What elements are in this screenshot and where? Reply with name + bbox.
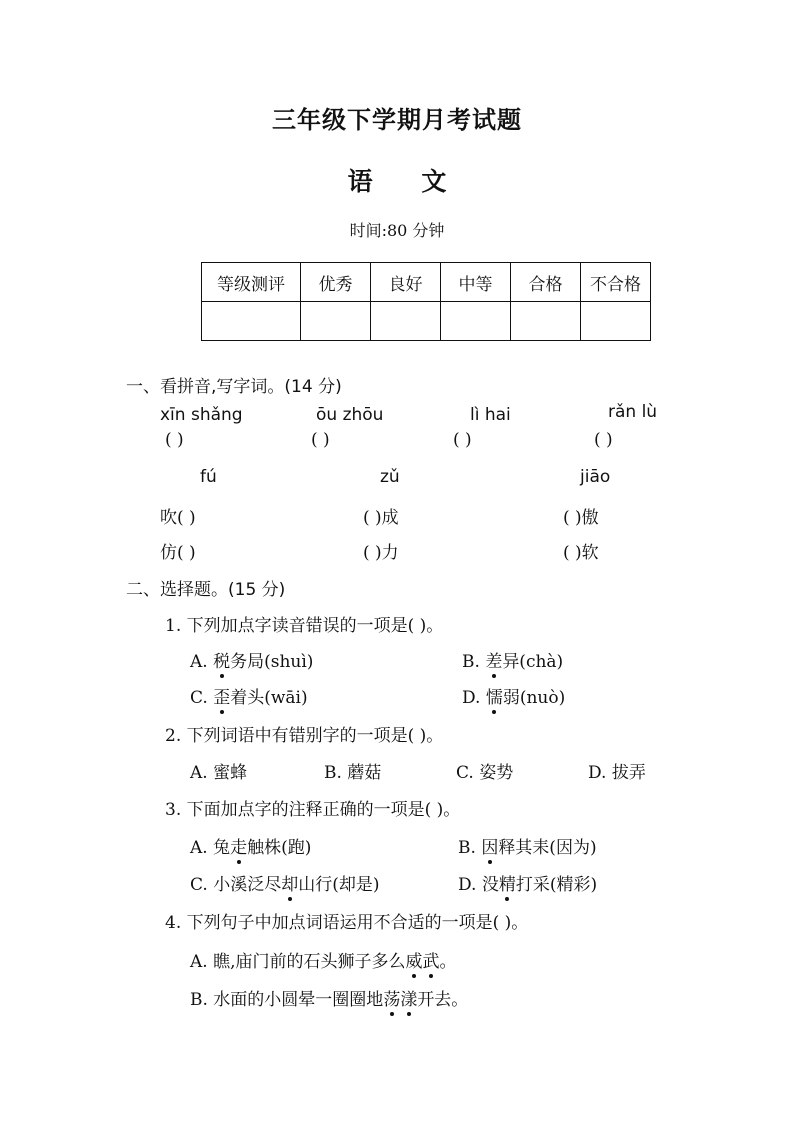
dotted-char: 却 [281,870,298,895]
option-label: A. [190,652,214,672]
option-label: C. [190,688,214,708]
fill-item[interactable]: ( )软 [563,543,599,563]
fill-item[interactable]: 吹( ) [160,508,196,528]
fill-item[interactable]: ( )傲 [563,508,599,528]
option-text: 开去。 [417,990,469,1010]
grade-table [201,262,651,341]
dotted-char: 歪 [213,683,230,708]
option-label: B. [462,652,486,672]
option-text: 着头(wāi) [230,688,308,708]
grade-header-cell: 优秀 [301,263,371,302]
subject-title: 语 文 [347,167,447,196]
pinyin-item: lì hai [470,405,511,425]
question-stem: 2. 下列词语中有错别字的一项是( )。 [165,726,444,746]
grade-header-cell: 良好 [371,263,441,302]
option-text: A. 兔 [190,838,231,858]
question-stem: 3. 下面加点字的注释正确的一项是( )。 [165,800,461,820]
pinyin-item: rǎn lù [608,402,658,422]
dotted-char: 精 [499,870,516,895]
exam-time: 时间:80 分钟 [349,221,445,240]
dotted-char: 荡 [383,985,400,1010]
grade-header-cell: 中等 [441,263,511,302]
dotted-char: 因 [481,833,498,858]
dotted-char: 武 [423,947,440,972]
dotted-char: 懦 [486,683,503,708]
option-c[interactable] [190,683,308,708]
option-c[interactable]: C. 姿势 [456,763,514,783]
option-a[interactable] [190,647,313,672]
option-text: 山行(却是) [298,875,380,895]
option-d[interactable] [458,870,597,895]
option-text: 。 [439,952,457,972]
option-text: 异(chà) [502,652,564,672]
option-d[interactable]: D. 拔弄 [588,763,646,783]
option-a[interactable] [190,947,457,972]
grade-blank-cell[interactable] [511,302,581,341]
fill-item[interactable]: ( )成 [363,508,399,528]
option-b[interactable] [458,833,597,858]
option-b[interactable]: B. 蘑菇 [324,763,382,783]
option-text: 务局(shuì) [230,652,314,672]
char-pinyin: fú [200,467,217,487]
answer-blank[interactable]: ( ) [165,430,184,450]
page-title: 三年级下学期月考试题 [272,106,522,134]
grade-header-cell: 合格 [511,263,581,302]
option-a[interactable] [190,833,311,858]
section2-heading: 二、选择题。(15 分) [126,580,286,600]
option-label: D. [462,688,486,708]
option-d[interactable] [462,683,565,708]
option-text: A. 瞧,庙门前的石头狮子多么 [190,952,406,972]
grade-blank-cell[interactable] [371,302,441,341]
char-pinyin: zǔ [380,467,400,487]
option-a[interactable]: A. 蜜蜂 [190,763,248,783]
grade-blank-cell[interactable] [202,302,301,341]
dotted-char: 走 [230,833,247,858]
dotted-char: 漾 [400,985,417,1010]
option-text: B. 水面的小圆晕一圈圈地 [190,990,384,1010]
pinyin-item: xīn shǎng [160,405,243,425]
option-text: 弱(nuò) [502,688,566,708]
answer-blank[interactable]: ( ) [453,430,472,450]
option-c[interactable] [190,870,379,895]
grade-header-cell: 等级测评 [202,263,301,302]
question-stem: 1. 下列加点字读音错误的一项是( )。 [165,616,444,636]
answer-blank[interactable]: ( ) [311,430,330,450]
grade-blank-cell[interactable] [441,302,511,341]
dotted-char: 差 [485,647,502,672]
dotted-char: 威 [406,947,423,972]
grade-blank-cell[interactable] [301,302,371,341]
question-stem: 4. 下列句子中加点词语运用不合适的一项是( )。 [165,913,529,933]
option-text: 释其耒(因为) [498,838,597,858]
option-label: B. [458,838,482,858]
fill-item[interactable]: ( )力 [363,543,399,563]
option-text: D. 没 [458,875,499,895]
option-b[interactable] [190,985,468,1010]
option-text: 触株(跑) [247,838,312,858]
section1-heading: 一、看拼音,写字词。(14 分) [126,377,342,397]
answer-blank[interactable]: ( ) [594,430,613,450]
fill-item[interactable]: 仿( ) [160,543,196,563]
option-text: C. 小溪泛尽 [190,875,282,895]
option-b[interactable] [462,647,563,672]
grade-blank-cell[interactable] [581,302,651,341]
grade-header-cell: 不合格 [581,263,651,302]
option-text: 打采(精彩) [515,875,598,895]
pinyin-item: ōu zhōu [316,405,384,425]
char-pinyin: jiāo [580,467,611,487]
grade-table-blank-row [202,302,651,341]
dotted-char: 税 [213,647,230,672]
grade-table-header-row [202,263,651,302]
